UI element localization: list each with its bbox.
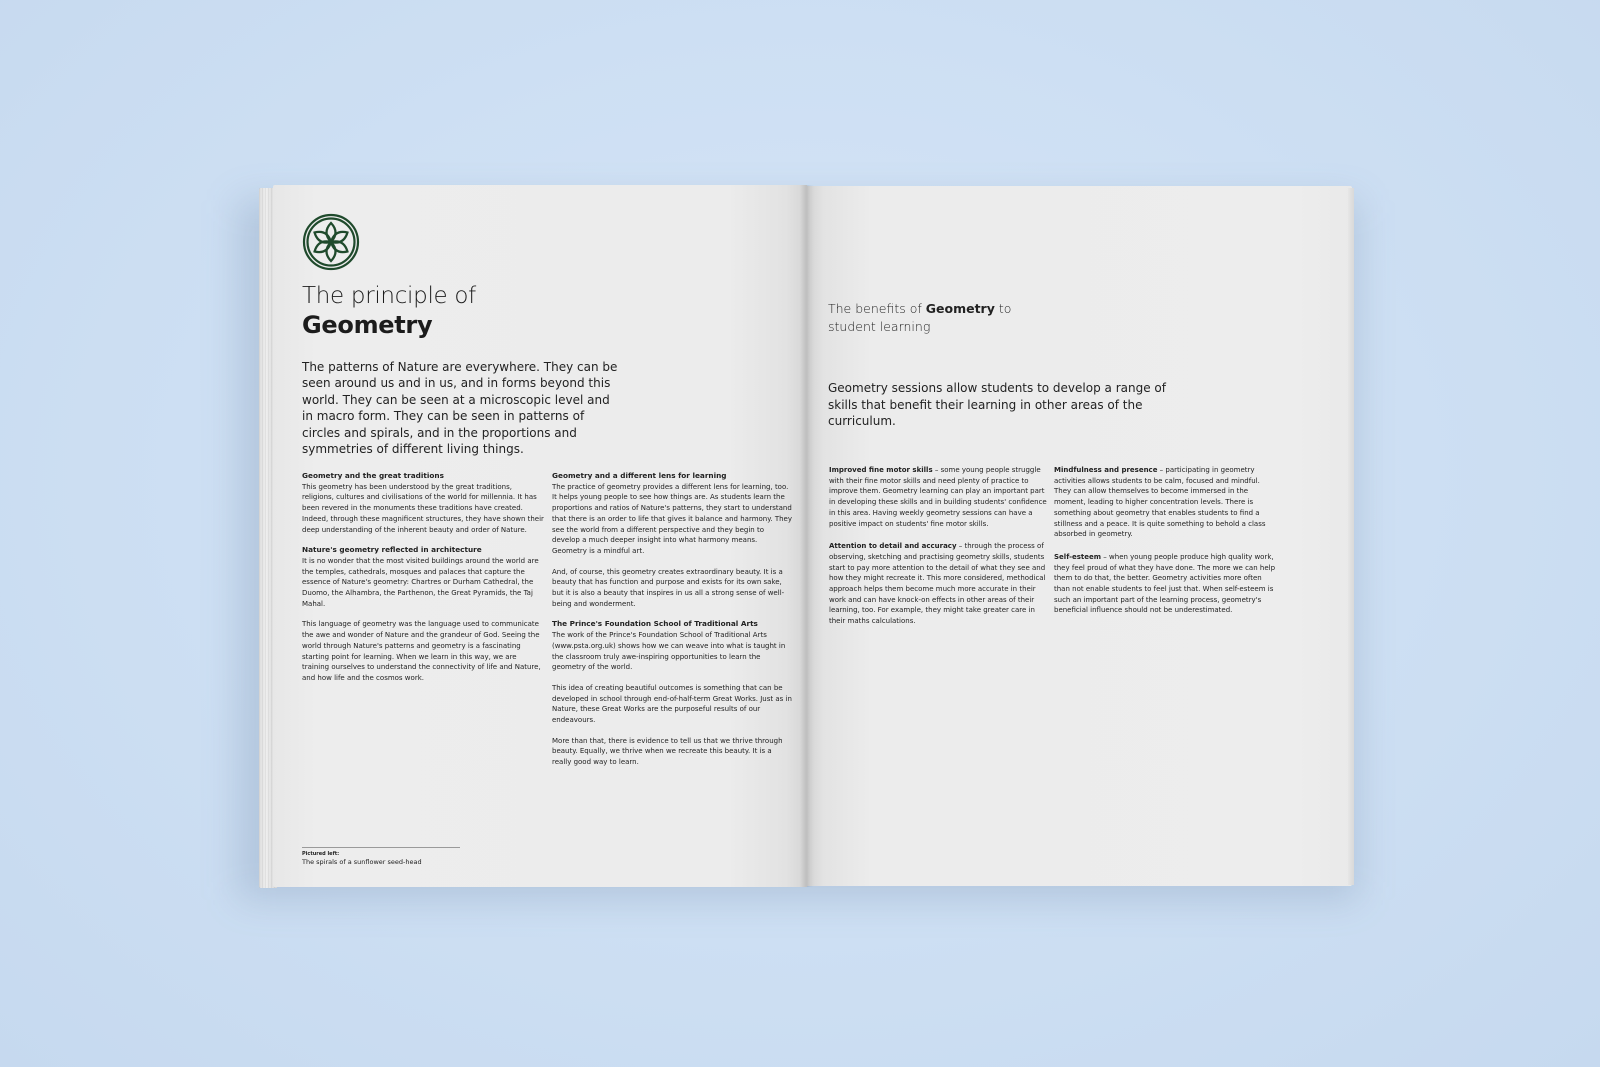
benefit-heading: Improved fine motor skills bbox=[829, 466, 933, 474]
benefit-self-esteem bbox=[1054, 552, 1276, 616]
right-column-2 bbox=[1054, 465, 1276, 628]
left-column-1 bbox=[302, 471, 544, 694]
title-post: to bbox=[994, 301, 1012, 316]
section-paragraph: The practice of geometry provides a different lens for learning, too. It helps young people to see how things are. As students learn the proportions and ratios of Nature's patterns, they start to understand that there is an order to life that gives it balance and harmony. They see the world from a different perspective and they begin to develop a much deeper insight into what harmony means. Geometry is a mindful art. bbox=[552, 482, 792, 555]
title-bold: Geometry bbox=[925, 301, 995, 316]
benefit-fine-motor bbox=[829, 465, 1047, 529]
benefit-text: – participating in geometry activities allows students to be calm, focused and mindful. They can allow themselves to become immersed in the moment, leading to higher concentration levels. There is something about geometry that enables students to find a stillness and a peace. It is quite something to behold a class absorbed in geometry. bbox=[1054, 466, 1266, 539]
section-paragraph: This geometry has been understood by the great traditions, religions, cultures and civilisations of the world for millennia. It has been revered in the monuments these traditions have created. Indeed, through these magnificent structures, they have shown their deep understanding of the inherent beauty and order of Nature. bbox=[302, 482, 544, 534]
page-title-line1: The principle of bbox=[302, 283, 476, 309]
section-paragraph: This language of geometry was the language used to communicate the awe and wonder of Nature and the grandeur of God. Seeing the world through Nature's patterns and geometry is a fascinating starting point for learning. When we learn in this way, we are training ourselves to understand the connectivity of life and Nature, and how life and the cosmos work. bbox=[302, 620, 541, 682]
section-heading: Nature's geometry reflected in architecture bbox=[302, 545, 482, 555]
caption-text: The spirals of a sunflower seed-head bbox=[302, 858, 422, 866]
section-paragraph: This idea of creating beautiful outcomes is something that can be developed in school through end-of-half-term Great Works. Just as in Nature, these Great Works are the purposeful results of our endeavours. bbox=[552, 683, 792, 725]
caption-divider bbox=[302, 847, 460, 848]
right-intro-paragraph: Geometry sessions allow students to develop a range of skills that benefit their learning in other areas of the curriculum. bbox=[828, 381, 1166, 428]
section-great-traditions bbox=[302, 471, 544, 535]
benefit-mindfulness bbox=[1054, 465, 1276, 540]
benefit-heading: Attention to detail and accuracy bbox=[829, 542, 957, 551]
section-heading: Geometry and the great traditions bbox=[302, 471, 444, 480]
benefit-text: – when young people produce high quality work, they feel proud of what they have done. The more we can help them to do that, the better. Geometry activities more often than not enable students to feel just that. When self-esteem is such an important part of the learning process, geometry's beneficial influence should not be underestimated. bbox=[1054, 552, 1276, 615]
section-princes-foundation bbox=[552, 619, 792, 767]
right-column-1 bbox=[829, 465, 1047, 639]
right-page-edge bbox=[1348, 188, 1354, 885]
section-paragraph: It is no wonder that the most visited buildings around the world are the temples, cathedrals, mosques and palaces that capture the essence of Nature's geometry: Chartres or Durham Cathedral, the Duomo, the Alhambra, the Parthenon, the Great Pyramids, the Taj Mahal. bbox=[302, 556, 539, 608]
section-architecture bbox=[302, 545, 544, 683]
benefit-heading: Self-esteem bbox=[1054, 552, 1102, 561]
book-spine bbox=[800, 185, 814, 887]
left-column-2 bbox=[552, 471, 792, 778]
page-title-line2: Geometry bbox=[302, 311, 433, 339]
section-paragraph: The work of the Prince's Foundation School of Traditional Arts (www.psta.org.uk) shows how we can weave into what is taught in the classroom truly awe-inspiring opportunities to learn the geometry of the world. bbox=[552, 631, 786, 672]
title-line2: student learning bbox=[828, 319, 931, 334]
section-different-lens bbox=[552, 471, 792, 609]
right-page-title bbox=[828, 300, 1011, 336]
caption-label: Pictured left: bbox=[302, 851, 340, 857]
benefit-text: – some young people struggle with their fine motor skills and need plenty of practice to improve them. Geometry learning can play an important part in developing these skills and in building students' confidence in this area. Having weekly geometry sessions can have a positive impact on students' fine motor skills. bbox=[829, 466, 1047, 528]
title-pre: The benefits of bbox=[828, 301, 926, 316]
section-heading: The Prince's Foundation School of Traditional Arts bbox=[552, 619, 758, 629]
flower-of-life-icon bbox=[302, 213, 360, 271]
intro-paragraph: The patterns of Nature are everywhere. They can be seen around us and in us, and in forms beyond this world. They can be seen at a microscopic level and in macro form. They can be seen in patterns of circles and spirals, and in the proportions and symmetries of different living things. bbox=[302, 360, 618, 457]
section-paragraph: More than that, there is evidence to tell us that we thrive through beauty. Equally, we thrive when we recreate this beauty. It is a really good way to learn. bbox=[552, 736, 783, 767]
section-heading: Geometry and a different lens for learning bbox=[552, 471, 727, 480]
benefit-text: – through the process of observing, sketching and practising geometry skills, students start to pay more attention to the detail of what they see and how they might recreate it. This more considered, methodical approach helps them become much more accurate in their work and can have knock-on effects in other areas of their learning, too. For example, they might take greater care in their maths calculations. bbox=[829, 542, 1046, 626]
benefit-heading: Mindfulness and presence bbox=[1054, 466, 1158, 474]
benefit-attention bbox=[829, 541, 1047, 627]
section-paragraph: And, of course, this geometry creates extraordinary beauty. It is a beauty that has function and purpose and exists for its own sake, but it is also a beauty that inspires in us all a strong sense of well-being and wonderment. bbox=[552, 567, 785, 608]
